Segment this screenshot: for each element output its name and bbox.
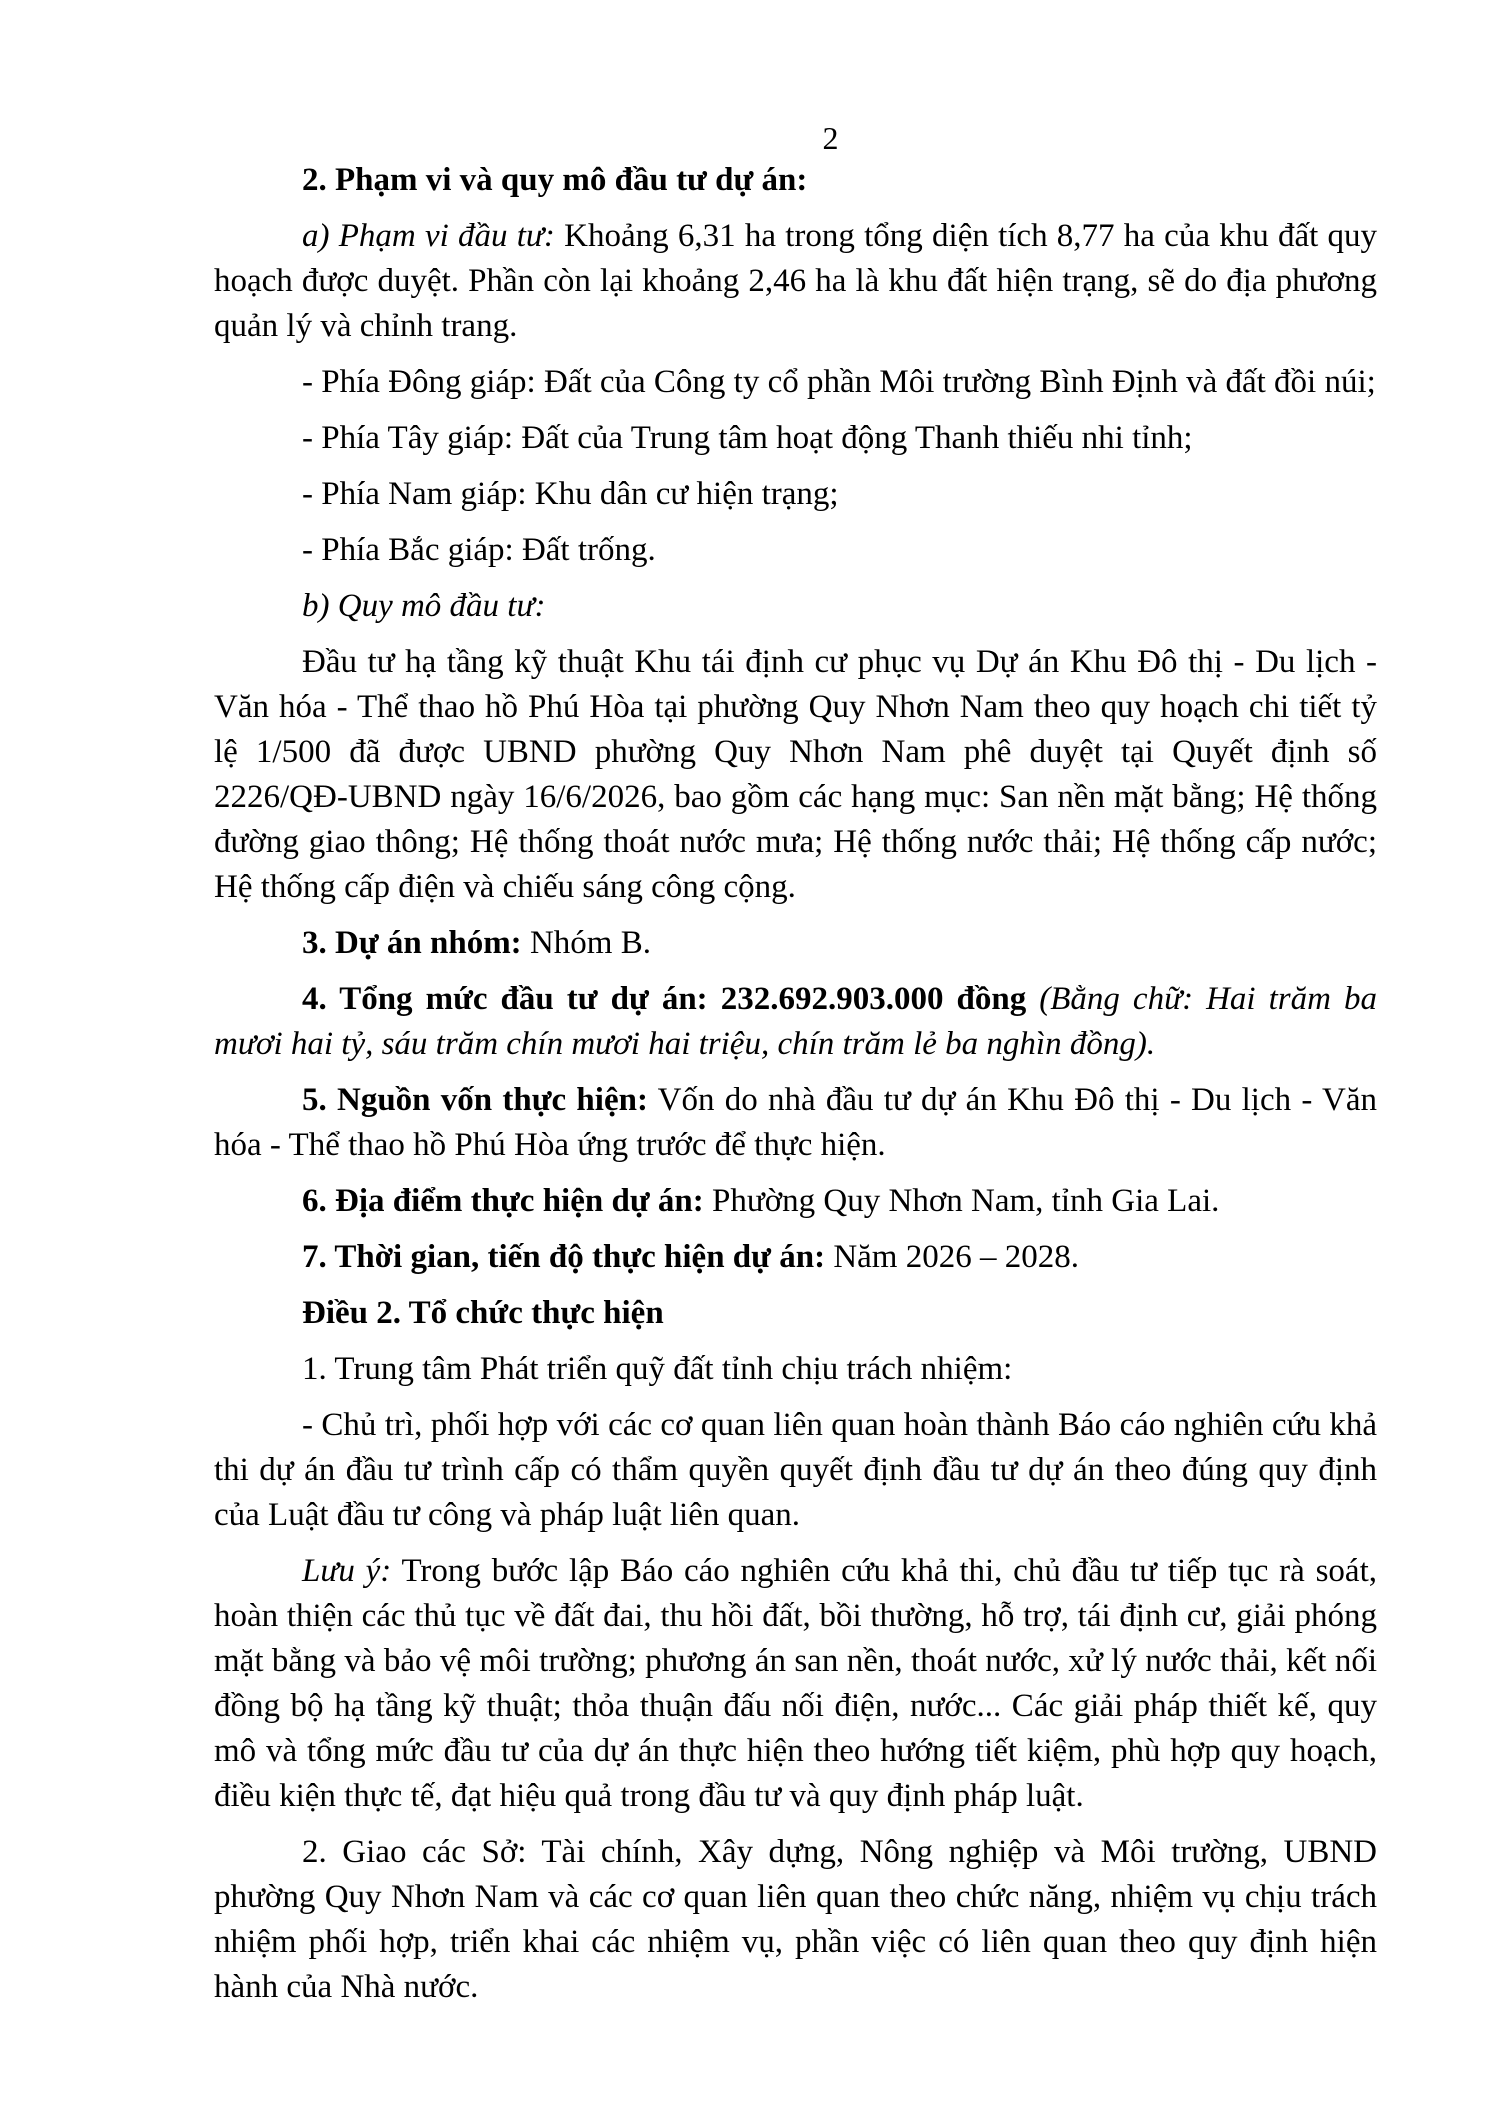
project-timeline-label: 7. Thời gian, tiến độ thực hiện dự án: <box>302 1239 826 1275</box>
scale-paragraph: Đầu tư hạ tầng kỹ thuật Khu tái định cư phục vụ Dự án Khu Đô thị - Du lịch - Văn hóa - Thể thao hồ Phú Hòa tại phường Quy Nhơn Nam theo quy hoạch chi tiết tỷ lệ 1/500 đã được UBND phường Quy Nhơn Nam phê duyệt tại Quyết định số 2226/QĐ-UBND ngày 16/6/2026, bao gồm các hạng mục: San nền mặt bằng; Hệ thống đường giao thông; Hệ thống thoát nước mưa; Hệ thống nước thải; Hệ thống cấp nước; Hệ thống cấp điện và chiếu sáng công cộng. <box>214 644 1377 905</box>
section-2-heading <box>214 158 1377 203</box>
project-group-value: Nhóm B. <box>521 925 651 961</box>
south-boundary: - Phía Nam giáp: Khu dân cư hiện trạng; <box>302 476 839 512</box>
total-investment <box>214 977 1377 1067</box>
project-group-label: 3. Dự án nhóm: <box>302 925 522 961</box>
scale-heading <box>214 584 1377 629</box>
project-location-value: Phường Quy Nhơn Nam, tỉnh Gia Lai. <box>703 1183 1220 1219</box>
scale-label: b) Quy mô đầu tư: <box>302 588 546 624</box>
article-2-point-2: 2. Giao các Sở: Tài chính, Xây dựng, Nông nghiệp và Môi trường, UBND phường Quy Nhơn Nam và các cơ quan liên quan theo chức năng, nhiệm vụ chịu trách nhiệm phối hợp, triển khai các nhiệm vụ, phần việc có liên quan theo quy định hiện hành của Nhà nước. <box>214 1834 1377 2005</box>
article-2-heading <box>214 1291 1377 1336</box>
project-group <box>214 921 1377 966</box>
article-2-point-1-detail: - Chủ trì, phối hợp với các cơ quan liên quan hoàn thành Báo cáo nghiên cứu khả thi dự án đầu tư trình cấp có thẩm quyền quyết định đầu tư dự án theo đúng quy định của Luật đầu tư công và pháp luật liên quan. <box>214 1407 1377 1533</box>
article-2-heading-text: Điều 2. Tổ chức thực hiện <box>302 1295 664 1331</box>
scope-text: Khoảng 6,31 ha trong tổng diện tích 8,77 ha của khu đất quy hoạch được duyệt. Phần còn lại khoảng 2,46 ha là khu đất hiện trạng, sẽ do địa phương quản lý và chỉnh trang. <box>214 218 1377 344</box>
project-timeline-value: Năm 2026 – 2028. <box>825 1239 1079 1275</box>
funding-source-value: Vốn do nhà đầu tư dự án Khu Đô thị - Du lịch - Văn hóa - Thể thao hồ Phú Hòa ứng trước để thực hiện. <box>214 1082 1377 1163</box>
project-timeline <box>214 1235 1377 1280</box>
north-boundary: - Phía Bắc giáp: Đất trống. <box>302 532 656 568</box>
project-location <box>214 1179 1377 1224</box>
note-label: Lưu ý: <box>302 1553 392 1589</box>
funding-source-label: 5. Nguồn vốn thực hiện: <box>302 1082 648 1118</box>
west-boundary: - Phía Tây giáp: Đất của Trung tâm hoạt động Thanh thiếu nhi tỉnh; <box>302 420 1193 456</box>
funding-source <box>214 1078 1377 1168</box>
total-investment-label: 4. Tổng mức đầu tư dự án: 232.692.903.000 đồng <box>302 981 1027 1017</box>
document-page <box>214 118 1377 2021</box>
section-2-heading-text: 2. Phạm vi và quy mô đầu tư dự án: <box>302 162 808 198</box>
page-number: 2 <box>822 120 839 156</box>
project-location-label: 6. Địa điểm thực hiện dự án: <box>302 1183 704 1219</box>
east-boundary: - Phía Đông giáp: Đất của Công ty cổ phần Môi trường Bình Định và đất đồi núi; <box>302 364 1376 400</box>
scope-label: a) Phạm vi đầu tư: <box>302 218 555 254</box>
note-paragraph <box>214 1549 1377 1819</box>
note-text: Trong bước lập Báo cáo nghiên cứu khả thi, chủ đầu tư tiếp tục rà soát, hoàn thiện các thủ tục về đất đai, thu hồi đất, bồi thường, hỗ trợ, tái định cư, giải phóng mặt bằng và bảo vệ môi trường; phương án san nền, thoát nước, xử lý nước thải, kết nối đồng bộ hạ tầng kỹ thuật; thỏa thuận đấu nối điện, nước... Các giải pháp thiết kế, quy mô và tổng mức đầu tư của dự án thực hiện theo hướng tiết kiệm, phù hợp quy hoạch, điều kiện thực tế, đạt hiệu quả trong đầu tư và quy định pháp luật. <box>214 1553 1377 1814</box>
scope-paragraph <box>214 214 1377 349</box>
total-investment-words: (Bằng chữ: Hai trăm ba mươi hai tỷ, sáu trăm chín mươi hai triệu, chín trăm lẻ ba nghìn đồng). <box>214 981 1378 1062</box>
article-2-point-1: 1. Trung tâm Phát triển quỹ đất tỉnh chịu trách nhiệm: <box>302 1351 1013 1387</box>
